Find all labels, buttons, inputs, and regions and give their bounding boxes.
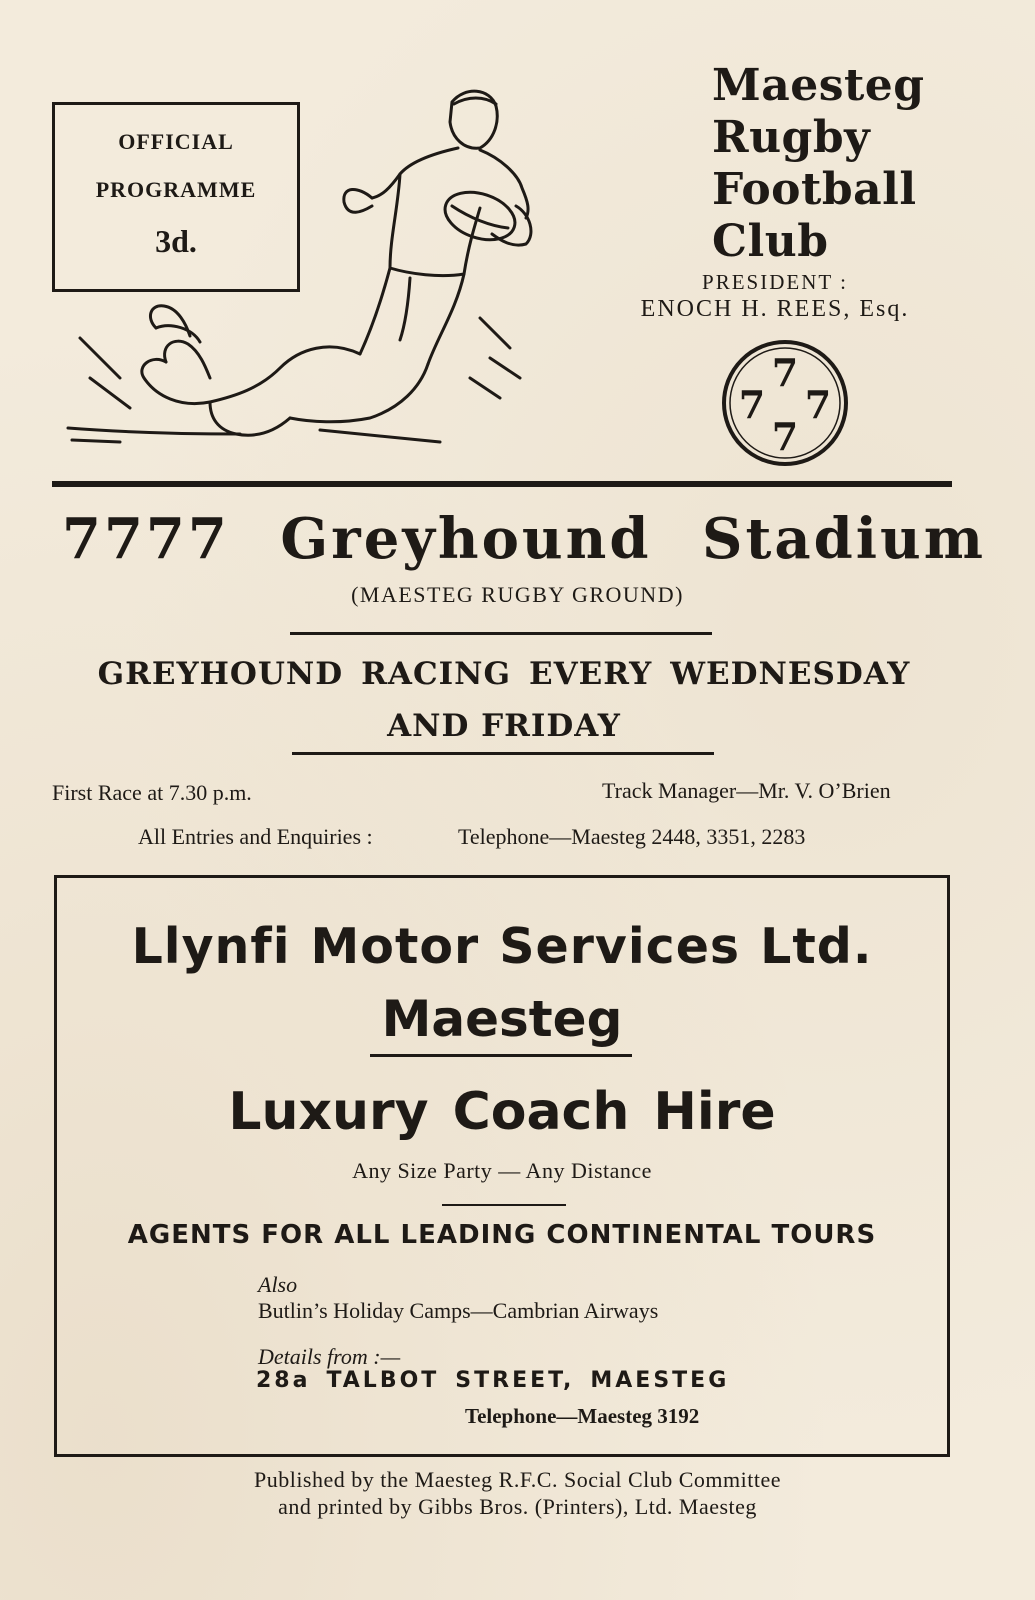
advert-service-part: Hire [653,1082,776,1142]
divider [370,1054,632,1057]
stadium-subtitle: (MAESTEG RUGBY GROUND) [351,582,684,607]
entries-telephone: Telephone—Maesteg 2448, 3351, 2283 [458,824,806,849]
advert-address [256,1368,745,1393]
stadium-title-part: Greyhound [280,506,652,572]
entries-label: All Entries and Enquiries : [138,824,373,849]
advert-company-part: Llynfi [131,918,291,975]
stadium-title-part: Stadium [702,506,987,572]
club-title [712,60,1012,268]
divider [290,632,712,635]
programme-price: 3d. [155,223,197,259]
president-label: PRESIDENT : [702,270,848,294]
club-title-line: Club [712,216,829,267]
logo-digit: 7 [771,414,799,459]
club-title-line: Football [712,164,917,215]
racing-line-2: AND FRIDAY [387,708,621,744]
footer-line-1: Published by the Maesteg R.F.C. Social Club Committee [253,1467,782,1492]
racing-schedule [48,648,960,752]
logo-digit: 7 [738,382,766,427]
advert-details-label: Details from :— [258,1344,401,1369]
president-name: ENOCH H. REES, Esq. [640,296,910,322]
advert-service-part: Luxury [228,1082,429,1142]
rugby-tackle-drawing-icon [60,78,560,468]
racing-word: WEDNESDAY [670,656,911,692]
programme-line-2: PROGRAMME [95,177,257,202]
racing-word: RACING [361,656,511,692]
programme-line-1: OFFICIAL [118,129,234,154]
advert-address-part: STREET, [455,1368,575,1393]
logo-digit: 7 [771,350,799,395]
racing-word: EVERY [528,656,653,692]
advert-company-part: Ltd. [760,918,873,975]
divider [442,1204,566,1206]
advert-town: Maesteg [381,990,623,1048]
track-manager: Track Manager—Mr. V. O’Brien [602,778,891,803]
advert-agents: AGENTS FOR ALL LEADING CONTINENTAL TOURS [127,1220,877,1250]
club-title-line: Rugby [712,112,871,163]
footer-line-2: and printed by Gibbs Bros. (Printers), Ltd. Maesteg [278,1494,757,1519]
advert-address-part: 28a [256,1368,311,1393]
advert-company-part: Motor [310,918,480,975]
advert-also-label: Also [258,1272,298,1297]
stadium-title [48,506,987,572]
advert-company-name [54,918,950,975]
logo-digit: 7 [804,382,832,427]
racing-word: GREYHOUND [97,656,344,692]
advert-address-part: MAESTEG [590,1368,730,1393]
divider [52,481,952,487]
advert-telephone: Telephone—Maesteg 3192 [465,1404,700,1428]
advert-party-size: Any Size Party — Any Distance [352,1158,652,1183]
advert-address-part: TALBOT [326,1368,440,1393]
first-race-time: First Race at 7.30 p.m. [52,780,252,805]
advert-company-part: Services [499,918,741,975]
publisher-footer [0,1466,1035,1520]
stadium-title-part: 7777 [62,506,230,572]
club-7777-logo-icon [720,338,850,468]
club-title-line: Maesteg [712,60,925,111]
advert-also-text: Butlin’s Holiday Camps—Cambrian Airways [258,1298,659,1323]
divider [292,752,714,755]
advert-service-part: Coach [452,1082,630,1142]
advert-service [54,1082,950,1142]
